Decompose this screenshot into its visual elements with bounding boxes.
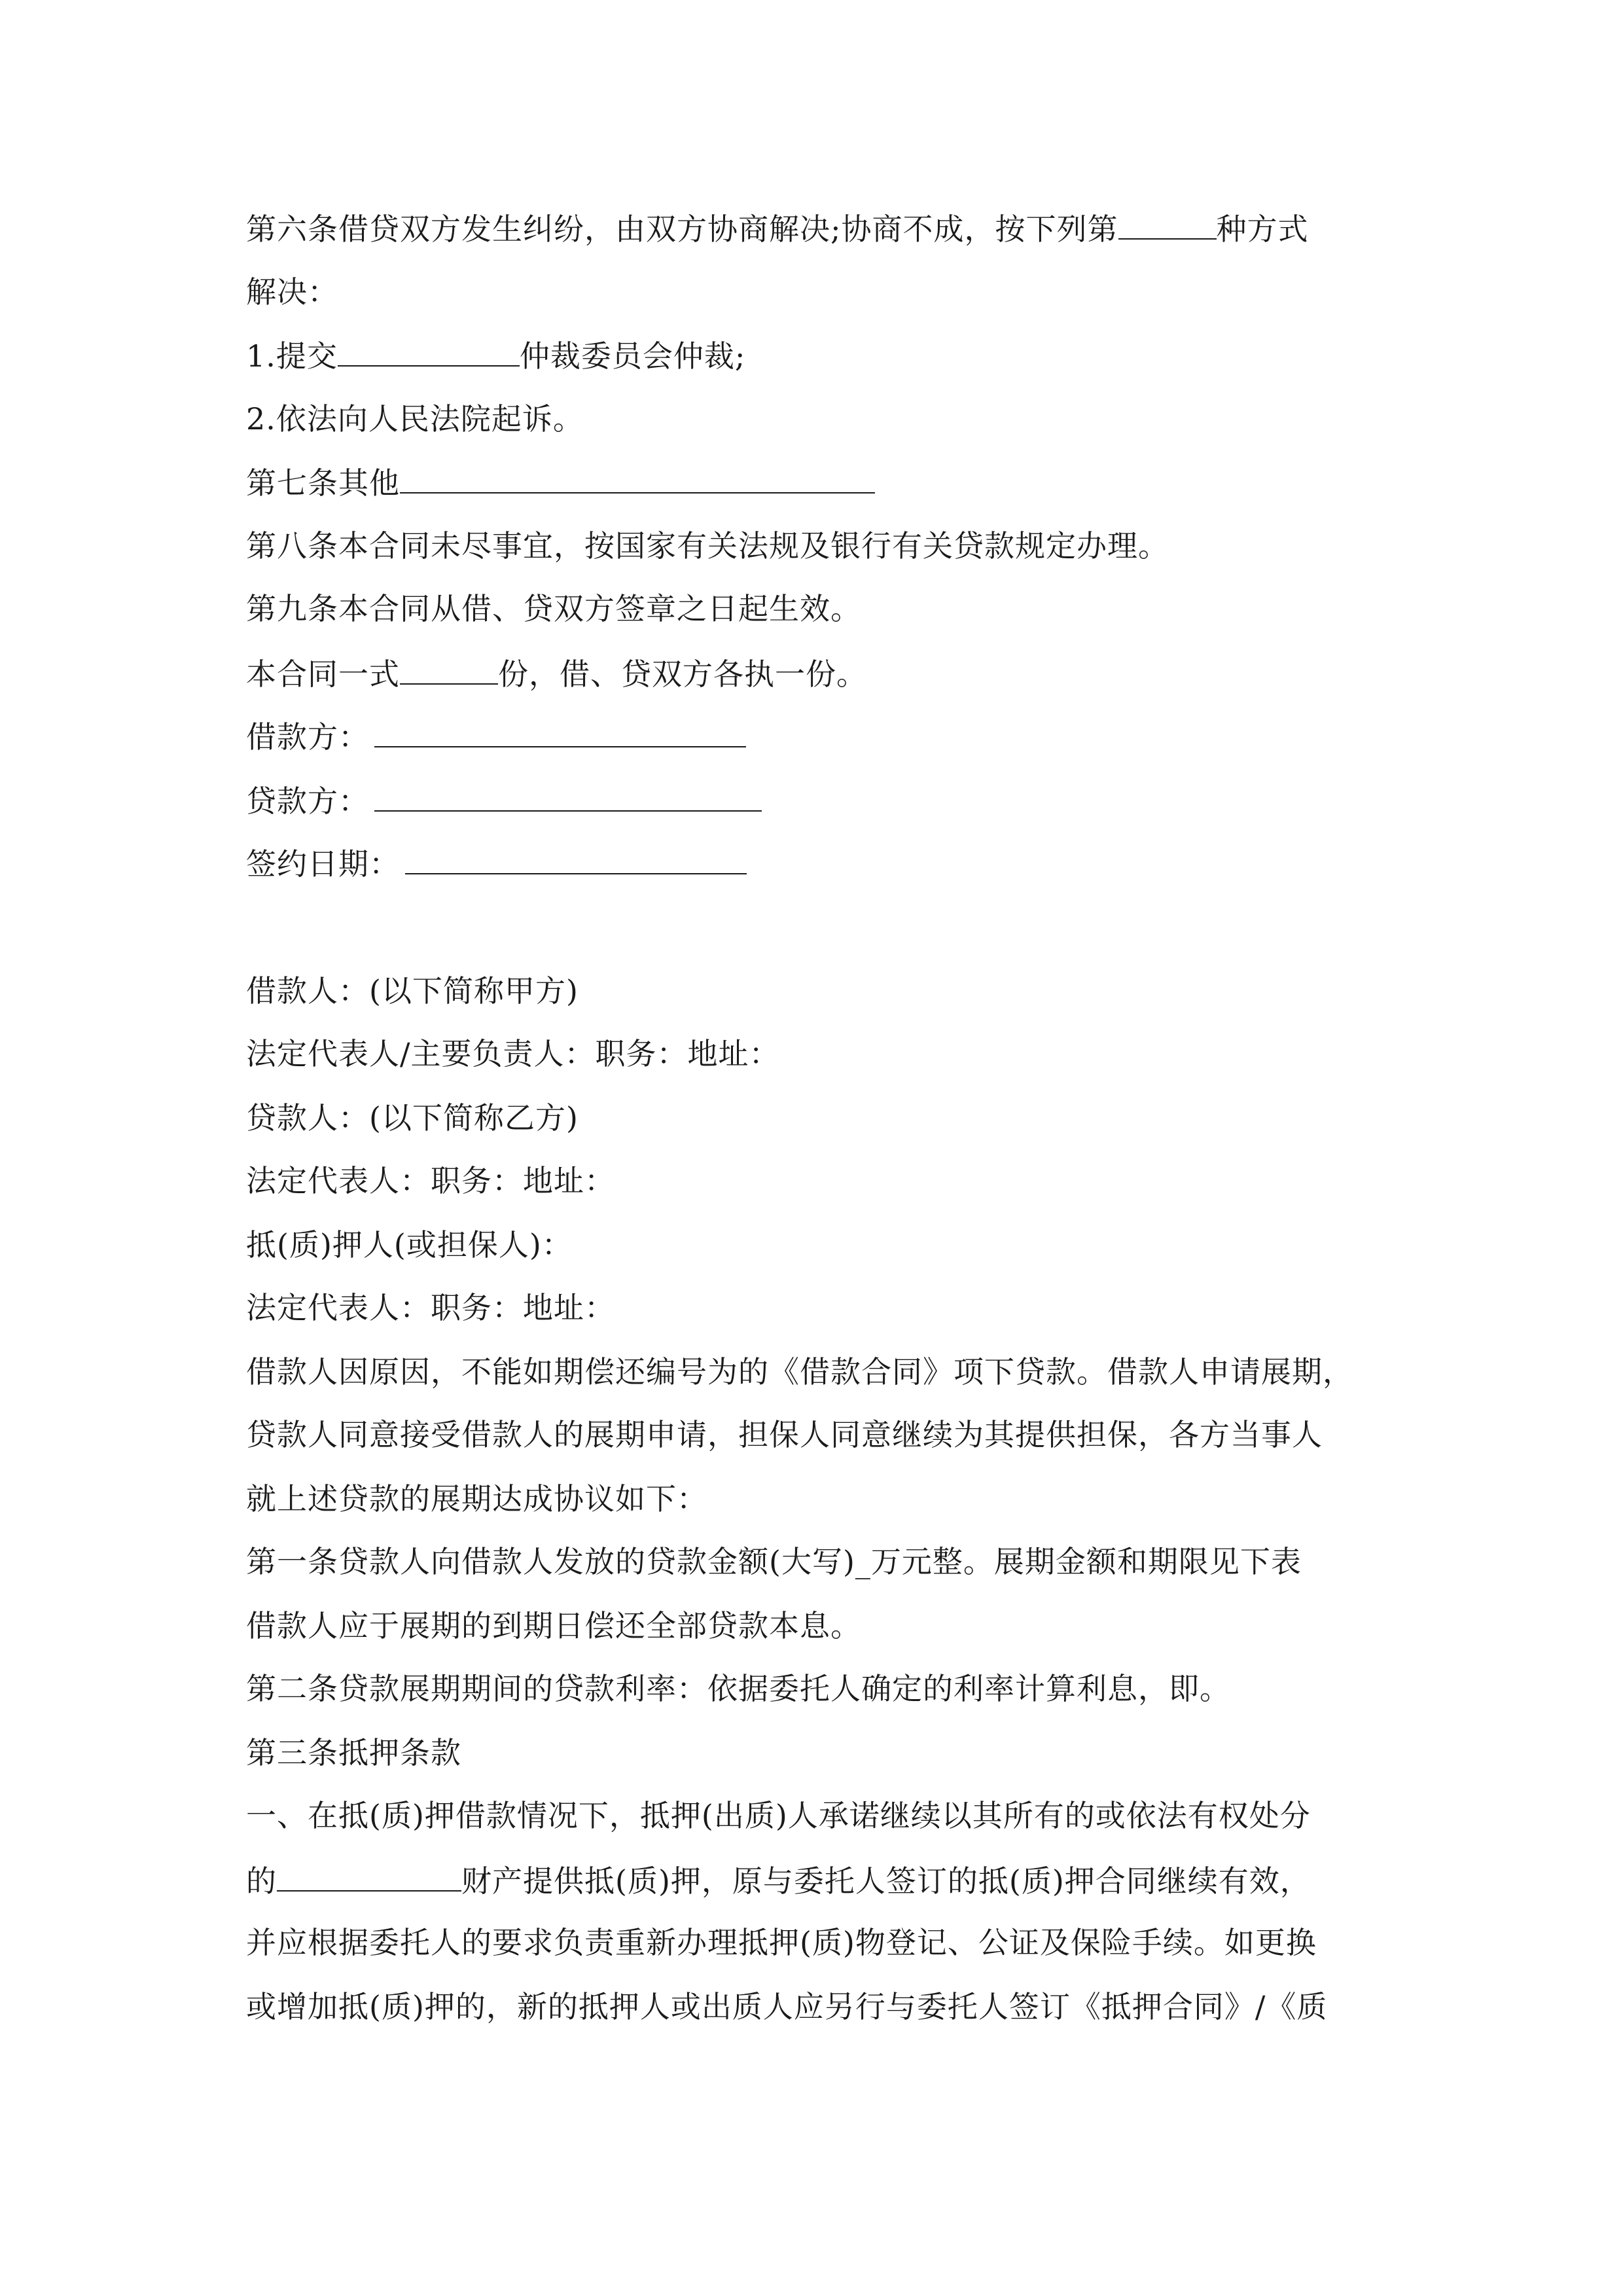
clause-6-text: 第六条借贷双方发生纠纷，由双方协商解决;协商不成，按下列第 xyxy=(246,211,1118,247)
preamble-line-3: 就上述贷款的展期达成协议如下： xyxy=(246,1481,707,1516)
borrower-signature-blank[interactable] xyxy=(374,717,746,747)
clause-8-line: 第八条本合同未尽事宜，按国家有关法规及银行有关贷款规定办理。 xyxy=(246,528,1169,564)
article-1-line-2: 借款人应于展期的到期日偿还全部贷款本息。 xyxy=(246,1608,861,1643)
option-1-line: 1.提交 仲裁委员会仲裁; xyxy=(246,336,745,374)
article-3-line-2: 的 财产提供抵(质)押，原与委托人签订的抵(质)押合同继续有效， xyxy=(246,1861,1311,1899)
arbitration-committee-blank[interactable] xyxy=(338,336,520,367)
clause-9-line: 第九条本合同从借、贷双方签章之日起生效。 xyxy=(246,591,861,626)
other-terms-blank[interactable] xyxy=(400,463,875,493)
clause-6-text-tail: 种方式 xyxy=(1216,211,1309,247)
borrower-sign-line: 借款方： xyxy=(246,717,746,755)
lender-sign-line: 贷款方： xyxy=(246,781,762,819)
clause-6-line-2: 解决： xyxy=(246,274,338,310)
lender-party-line: 贷款人：(以下简称乙方) xyxy=(246,1100,579,1136)
sign-date-line: 签约日期： xyxy=(246,844,747,882)
article-3-line-1: 一、在抵(质)押借款情况下，抵押(出质)人承诺继续以其所有的或依法有权处分 xyxy=(246,1798,1311,1833)
guarantor-representative-line: 法定代表人：职务：地址： xyxy=(246,1290,615,1325)
option-2-line: 2.依法向人民法院起诉。 xyxy=(246,401,584,437)
article-2-line: 第二条贷款展期期间的贷款利率：依据委托人确定的利率计算利息，即。 xyxy=(246,1671,1230,1706)
preamble-line-2: 贷款人同意接受借款人的展期申请，担保人同意继续为其提供担保，各方当事人 xyxy=(246,1417,1323,1452)
copies-line: 本合同一式 份，借、贷双方各执一份。 xyxy=(246,655,867,692)
lender-representative-line: 法定代表人：职务：地址： xyxy=(246,1163,615,1198)
article-3-heading: 第三条抵押条款 xyxy=(246,1735,461,1770)
borrower-representative-line: 法定代表人/主要负责人：职务：地址： xyxy=(246,1036,780,1071)
property-blank[interactable] xyxy=(277,1861,461,1892)
borrower-party-line: 借款人：(以下简称甲方) xyxy=(246,973,579,1009)
clause-7-line: 第七条其他 xyxy=(246,463,875,501)
guarantor-party-line: 抵(质)押人(或担保人)： xyxy=(246,1227,573,1263)
sign-date-blank[interactable] xyxy=(405,844,747,874)
article-3-line-4: 或增加抵(质)押的，新的抵押人或出质人应另行与委托人签订《抵押合同》/《质 xyxy=(246,1989,1328,2024)
method-number-blank[interactable] xyxy=(1118,209,1217,240)
article-1-line-1: 第一条贷款人向借款人发放的贷款金额(大写)_万元整。展期金额和期限见下表 xyxy=(246,1544,1302,1579)
article-3-line-3: 并应根据委托人的要求负责重新办理抵押(质)物登记、公证及保险手续。如更换 xyxy=(246,1925,1317,1960)
copies-count-blank[interactable] xyxy=(400,655,498,685)
clause-6-line-1 xyxy=(246,209,1309,247)
preamble-line-1: 借款人因原因，不能如期偿还编号为的《借款合同》项下贷款。借款人申请展期， xyxy=(246,1354,1353,1390)
lender-signature-blank[interactable] xyxy=(374,781,762,812)
